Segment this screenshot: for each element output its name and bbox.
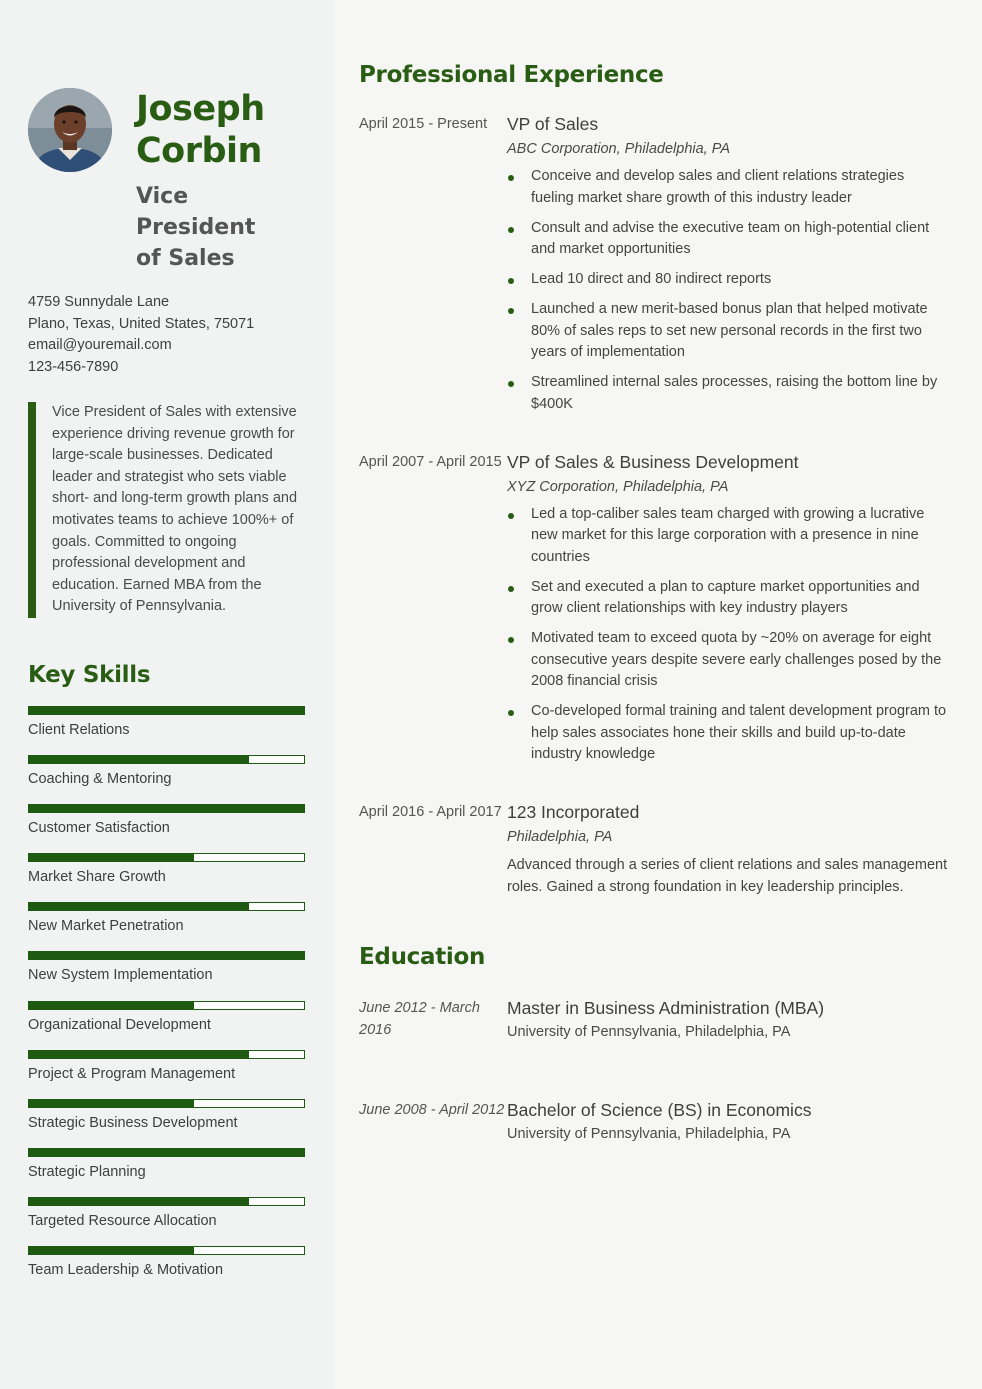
skill-item [28, 706, 305, 755]
main-content [334, 0, 982, 1389]
experience-entry [359, 800, 948, 898]
bullet-item: Motivated team to exceed quota by ~20% on average for eight consecutive years despite severe early challenges posed by the 2008 financial crisis [507, 628, 948, 693]
bullet-item: Consult and advise the executive team on high-potential client and market opportunities [507, 218, 948, 261]
sidebar [0, 0, 334, 1389]
skill-level-bar [28, 706, 305, 715]
skill-label: Client Relations [28, 721, 130, 738]
bullet-item: Streamlined internal sales processes, raising the bottom line by $400K [507, 372, 948, 415]
skill-level-fill [29, 1100, 194, 1107]
skill-item [28, 1246, 305, 1295]
experience-bullets [507, 504, 948, 766]
education-date: June 2008 - April 2012 [359, 1102, 505, 1118]
summary: Vice President of Sales with extensive experience driving revenue growth for large-scale businesses. Dedicated leader and strategist who sets viable short- and long-term growth plans and motivates teams to achieve 100%+ of goals. Committed to ongoing professional development and education. Earned MBA from the University of Pennsylvania. [28, 402, 306, 618]
first-name: Joseph [136, 89, 265, 129]
skill-item [28, 1050, 305, 1099]
skill-level-bar [28, 755, 305, 764]
skill-level-bar [28, 902, 305, 911]
phone[interactable]: 123-456-7890 [28, 358, 119, 375]
education-entry [359, 1098, 948, 1144]
experience-heading: Professional Experience [359, 62, 664, 88]
education-school: University of Pennsylvania, Philadelphia, PA [507, 1126, 791, 1142]
skill-level-bar [28, 1099, 305, 1108]
bullet-item: Co-developed formal training and talent development program to help sales associates hone their skills and build up-to-date industry knowledge [507, 701, 948, 766]
avatar [28, 88, 112, 172]
education-degree: Master in Business Administration (MBA) [507, 998, 825, 1018]
skill-level-bar [28, 1050, 305, 1059]
skill-level-fill [29, 903, 249, 910]
bullet-item: Set and executed a plan to capture market opportunities and grow client relationships with key industry players [507, 577, 948, 620]
skill-level-fill [29, 854, 194, 861]
skill-label: Project & Program Management [28, 1065, 236, 1082]
skill-item [28, 1001, 305, 1050]
last-name: Corbin [136, 131, 262, 171]
skill-level-fill [29, 1247, 194, 1254]
skill-item [28, 1099, 305, 1148]
experience-title: VP of Sales & Business Development [507, 451, 799, 472]
skill-level-fill [29, 756, 249, 763]
skill-label: Strategic Planning [28, 1163, 146, 1180]
bullet-item: Conceive and develop sales and client relations strategies fueling market share growth of this industry leader [507, 166, 948, 209]
skill-level-fill [29, 1149, 304, 1156]
skill-level-bar [28, 1001, 305, 1010]
skill-item [28, 755, 305, 804]
experience-entry [359, 112, 948, 424]
person-photo-icon [28, 88, 112, 172]
education-school: University of Pennsylvania, Philadelphia, PA [507, 1024, 791, 1040]
experience-description: Advanced through a series of client relations and sales management roles. Gained a strong foundation in key leadership principles. [507, 857, 948, 895]
profile-header [28, 88, 304, 274]
skill-label: Targeted Resource Allocation [28, 1212, 217, 1229]
skill-item [28, 902, 305, 951]
experience-title: 123 Incorporated [507, 802, 640, 822]
skill-label: Market Share Growth [28, 869, 166, 886]
skill-item [28, 853, 305, 902]
skill-level-fill [29, 707, 304, 714]
skill-label: New Market Penetration [28, 918, 184, 935]
skill-item [28, 1148, 305, 1197]
skill-level-bar [28, 1148, 305, 1157]
skills-heading: Key Skills [28, 661, 151, 688]
skill-label: Customer Satisfaction [28, 820, 170, 837]
skill-level-bar [28, 1197, 305, 1206]
experience-entry [359, 450, 948, 775]
skill-item [28, 1197, 305, 1246]
skill-label: Coaching & Mentoring [28, 771, 172, 788]
bullet-item: Lead 10 direct and 80 indirect reports [507, 269, 948, 291]
skill-level-fill [29, 805, 304, 812]
experience-date: April 2007 - April 2015 [359, 453, 502, 470]
address-street: 4759 Sunnydale Lane [28, 294, 170, 310]
experience-company: Philadelphia, PA [507, 829, 613, 845]
skill-label: Strategic Business Development [28, 1114, 238, 1131]
education-date: June 2012 - March 2016 [359, 1000, 480, 1038]
experience-company: XYZ Corporation, Philadelphia, PA [507, 478, 729, 495]
bullet-item: Led a top-caliber sales team charged with growing a lucrative new market for this large corporation with a presence in nine countries [507, 504, 948, 569]
skills-list [28, 706, 305, 1295]
skill-level-bar [28, 804, 305, 813]
education-heading: Education [359, 944, 486, 970]
contact-info [28, 292, 304, 378]
education-entry [359, 996, 948, 1042]
experience-company: ABC Corporation, Philadelphia, PA [507, 141, 730, 157]
experience-date: April 2016 - April 2017 [359, 804, 502, 820]
skill-label: New System Implementation [28, 967, 213, 984]
skill-item [28, 804, 305, 853]
skill-level-bar [28, 853, 305, 862]
email[interactable]: email@youremail.com [28, 337, 172, 353]
bullet-item: Launched a new merit-based bonus plan that helped motivate 80% of sales reps to set new personal records in the first two years of implementation [507, 299, 948, 364]
skill-label: Organizational Development [28, 1016, 211, 1033]
job-title-line-1: Vice President [136, 184, 256, 240]
skill-level-fill [29, 1002, 194, 1009]
skill-level-fill [29, 1198, 249, 1205]
skill-level-bar [28, 951, 305, 960]
skill-level-fill [29, 1051, 249, 1058]
skill-label: Team Leadership & Motivation [28, 1261, 224, 1278]
skill-item [28, 951, 305, 1000]
name-block [136, 88, 304, 274]
skill-level-fill [29, 952, 304, 959]
skill-level-bar [28, 1246, 305, 1255]
education-degree: Bachelor of Science (BS) in Economics [507, 1100, 812, 1120]
job-title-line-2: of Sales [136, 246, 235, 271]
experience-bullets [507, 166, 948, 415]
experience-date: April 2015 - Present [359, 116, 488, 132]
experience-title: VP of Sales [507, 114, 599, 134]
address-city: Plano, Texas, United States, 75071 [28, 315, 255, 332]
